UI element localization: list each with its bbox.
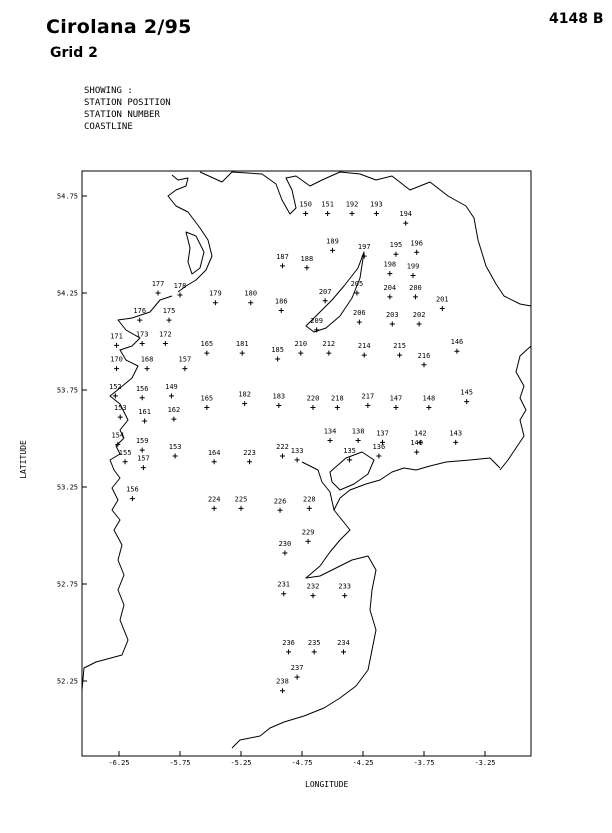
station-229 <box>302 528 315 544</box>
station-number-label: 195 <box>389 241 403 250</box>
station-position-marker <box>167 318 172 323</box>
station-230 <box>279 540 292 556</box>
station-number-label: 236 <box>282 638 295 647</box>
station-198 <box>384 261 397 277</box>
station-140 <box>410 439 423 455</box>
station-173 <box>136 330 149 346</box>
station-number-label: 152 <box>109 382 122 391</box>
station-position-marker <box>374 211 379 216</box>
station-number-label: 142 <box>414 429 427 438</box>
station-position-marker <box>286 649 291 654</box>
station-position-marker <box>390 322 395 327</box>
x-tick-label: -6.25 <box>108 759 130 767</box>
station-157 <box>137 455 150 471</box>
station-position-marker <box>173 453 178 458</box>
station-number-label: 149 <box>165 382 178 391</box>
station-number-label: 157 <box>178 355 192 364</box>
station-number-label: 204 <box>383 283 397 292</box>
station-235 <box>308 639 321 655</box>
y-tick-label: 53.25 <box>56 483 78 492</box>
y-tick-label: 53.75 <box>56 386 78 395</box>
station-number-label: 183 <box>272 392 286 401</box>
station-position-marker <box>422 362 427 367</box>
station-number-label: 176 <box>133 307 147 316</box>
station-position-marker <box>247 459 252 464</box>
x-axis-title: LONGITUDE <box>305 780 349 789</box>
x-tick-label: -5.25 <box>230 759 252 767</box>
station-number-label: 168 <box>140 355 154 364</box>
station-position-marker <box>403 221 408 226</box>
station-number-label: 189 <box>326 237 339 246</box>
station-187 <box>276 253 289 269</box>
station-position-marker <box>171 417 176 422</box>
legend-item: STATION NUMBER <box>84 110 160 120</box>
station-155 <box>119 449 132 465</box>
station-position-marker <box>114 343 119 348</box>
station-position-marker <box>142 419 147 424</box>
station-position-marker <box>414 250 419 255</box>
station-position-marker <box>113 393 118 398</box>
station-position-marker <box>298 351 303 356</box>
station-position-marker <box>275 356 280 361</box>
x-tick-label: -4.25 <box>352 759 374 767</box>
station-226 <box>274 497 287 513</box>
station-150 <box>299 200 312 216</box>
station-position-marker <box>140 448 145 453</box>
station-156 <box>136 385 149 401</box>
station-134 <box>324 427 337 443</box>
station-135 <box>343 447 356 463</box>
station-number-label: 234 <box>337 638 350 647</box>
station-152 <box>109 383 122 399</box>
station-number-label: 136 <box>372 442 386 451</box>
station-position-marker <box>323 298 328 303</box>
y-tick-label: 52.25 <box>56 677 78 686</box>
station-number-label: 229 <box>301 528 315 537</box>
station-number-label: 202 <box>412 311 426 320</box>
station-position-marker <box>464 399 469 404</box>
station-number-label: 165 <box>200 394 214 403</box>
station-number-label: 216 <box>417 351 431 360</box>
station-165 <box>201 340 214 356</box>
station-position-marker <box>282 550 287 555</box>
station-194 <box>399 210 412 226</box>
station-238 <box>276 678 289 694</box>
station-position-marker <box>137 318 142 323</box>
station-number-label: 215 <box>393 342 406 351</box>
station-168 <box>141 356 154 372</box>
station-225 <box>235 495 248 511</box>
station-number-label: 203 <box>385 311 399 320</box>
station-number-label: 192 <box>345 200 359 209</box>
station-position-marker <box>413 294 418 299</box>
station-position-marker <box>417 322 422 327</box>
station-position-marker <box>330 248 335 253</box>
station-position-marker <box>140 395 145 400</box>
station-position-marker <box>356 438 361 443</box>
station-number-label: 187 <box>276 252 289 261</box>
station-number-label: 164 <box>207 448 221 457</box>
station-154 <box>111 431 124 447</box>
station-position-marker <box>440 306 445 311</box>
station-number-label: 159 <box>135 437 149 446</box>
station-position-marker <box>123 459 128 464</box>
station-176 <box>133 307 146 323</box>
station-number-label: 156 <box>126 485 139 494</box>
station-218 <box>331 394 344 410</box>
station-183 <box>272 393 285 409</box>
station-number-label: 210 <box>294 340 308 349</box>
station-number-label: 238 <box>276 677 289 686</box>
stations <box>109 200 473 693</box>
station-193 <box>370 200 383 216</box>
station-number-label: 151 <box>321 200 334 209</box>
station-position-marker <box>278 508 283 513</box>
station-number-label: 178 <box>173 281 187 290</box>
station-number-label: 225 <box>234 495 248 504</box>
station-number-label: 150 <box>299 200 312 209</box>
document-code: 4148 B <box>549 11 604 27</box>
station-133 <box>291 447 304 463</box>
station-position-marker <box>242 401 247 406</box>
station-position-marker <box>393 405 398 410</box>
station-224 <box>208 495 221 511</box>
station-number-label: 196 <box>410 239 424 248</box>
station-171 <box>110 332 123 348</box>
station-234 <box>337 639 350 655</box>
station-153 <box>169 443 182 459</box>
station-212 <box>323 340 336 356</box>
station-number-label: 235 <box>307 638 321 647</box>
station-position-marker <box>204 405 209 410</box>
station-146 <box>451 338 464 354</box>
station-151 <box>321 200 334 216</box>
map-title: Cirolana 2/95 <box>46 16 192 38</box>
station-position-marker <box>279 308 284 313</box>
station-number-label: 156 <box>135 384 149 393</box>
station-161 <box>138 408 151 424</box>
station-position-marker <box>156 291 161 296</box>
station-number-label: 207 <box>318 287 332 296</box>
station-145 <box>460 389 473 405</box>
station-number-label: 155 <box>118 448 132 457</box>
station-156 <box>126 486 139 502</box>
station-number-label: 145 <box>460 388 474 397</box>
station-number-label: 161 <box>138 408 151 417</box>
station-number-label: 209 <box>310 316 323 325</box>
station-220 <box>307 394 320 410</box>
station-203 <box>386 311 399 327</box>
station-number-label: 175 <box>162 307 176 316</box>
station-207 <box>319 288 332 304</box>
station-148 <box>423 394 436 410</box>
station-number-label: 134 <box>323 427 337 436</box>
station-233 <box>338 583 351 599</box>
station-position-marker <box>169 393 174 398</box>
station-number-label: 137 <box>376 429 389 438</box>
station-180 <box>244 290 257 306</box>
station-position-marker <box>280 688 285 693</box>
station-position-marker <box>204 351 209 356</box>
station-position-marker <box>306 539 311 544</box>
station-number-label: 230 <box>278 539 292 548</box>
station-position-marker <box>281 591 286 596</box>
station-number-label: 226 <box>273 497 287 506</box>
station-number-label: 222 <box>276 442 289 451</box>
station-number-label: 217 <box>361 392 375 401</box>
station-159 <box>136 437 149 453</box>
station-position-marker <box>350 211 355 216</box>
station-147 <box>390 394 403 410</box>
station-position-marker <box>387 271 392 276</box>
station-number-label: 133 <box>290 446 304 455</box>
station-number-label: 147 <box>389 394 403 403</box>
station-182 <box>238 391 251 407</box>
station-position-marker <box>303 211 308 216</box>
station-number-label: 201 <box>435 295 449 304</box>
station-170 <box>110 356 123 372</box>
station-position-marker <box>307 506 312 511</box>
station-number-label: 140 <box>410 439 424 448</box>
station-number-label: 186 <box>274 297 288 306</box>
station-position-marker <box>304 265 309 270</box>
station-position-marker <box>362 353 367 358</box>
station-214 <box>358 342 371 358</box>
station-210 <box>294 340 307 356</box>
station-position-marker <box>376 453 381 458</box>
station-237 <box>291 664 304 680</box>
station-position-marker <box>276 403 281 408</box>
legend-item: COASTLINE <box>84 122 133 132</box>
station-162 <box>168 406 181 422</box>
station-position-marker <box>248 300 253 305</box>
coastline-wales-west <box>232 510 376 748</box>
y-tick-label: 52.75 <box>56 580 78 589</box>
station-177 <box>152 280 165 296</box>
x-tick-label: -4.75 <box>291 759 313 767</box>
station-172 <box>159 330 172 346</box>
station-199 <box>407 263 420 279</box>
station-position-marker <box>362 254 367 259</box>
station-number-label: 171 <box>110 332 123 341</box>
station-236 <box>282 639 295 655</box>
station-position-marker <box>295 457 300 462</box>
station-178 <box>174 282 187 298</box>
station-position-marker <box>453 440 458 445</box>
station-position-marker <box>310 593 315 598</box>
station-136 <box>373 443 386 459</box>
station-position-marker <box>387 294 392 299</box>
station-179 <box>209 290 222 306</box>
station-position-marker <box>182 366 187 371</box>
station-186 <box>275 297 288 313</box>
station-position-marker <box>426 405 431 410</box>
station-189 <box>326 237 339 253</box>
station-position-marker <box>347 457 352 462</box>
station-number-label: 153 <box>113 404 127 413</box>
station-number-label: 180 <box>244 289 258 298</box>
station-position-marker <box>163 341 168 346</box>
x-tick-label: -3.25 <box>474 759 496 767</box>
station-175 <box>163 307 176 323</box>
station-181 <box>236 340 249 356</box>
station-number-label: 237 <box>290 664 304 673</box>
station-number-label: 165 <box>200 340 214 349</box>
station-position-marker <box>335 405 340 410</box>
station-number-label: 173 <box>135 330 149 339</box>
station-number-label: 143 <box>449 429 463 438</box>
station-number-label: 146 <box>450 338 464 347</box>
station-192 <box>346 200 359 216</box>
station-202 <box>413 311 426 327</box>
station-215 <box>393 342 406 358</box>
station-position-marker <box>239 506 244 511</box>
station-number-label: 205 <box>350 280 364 288</box>
station-number-label: 177 <box>151 280 165 288</box>
legend-item: STATION POSITION <box>84 98 171 108</box>
station-position-marker <box>357 320 362 325</box>
station-number-label: 231 <box>277 580 291 589</box>
station-number-label: 153 <box>168 442 182 451</box>
station-position-marker <box>240 351 245 356</box>
coastline-scotland-loop <box>186 232 204 274</box>
station-number-label: 170 <box>110 355 123 364</box>
station-number-label: 228 <box>302 495 316 504</box>
station-position-marker <box>326 351 331 356</box>
station-position-marker <box>145 366 150 371</box>
station-205 <box>351 280 364 296</box>
station-number-label: 138 <box>351 427 365 436</box>
station-231 <box>277 581 290 597</box>
station-number-label: 182 <box>238 390 251 399</box>
station-position-marker <box>178 292 183 297</box>
station-position-marker <box>295 675 300 680</box>
station-number-label: 200 <box>409 283 422 292</box>
station-216 <box>418 352 431 368</box>
station-138 <box>352 427 365 443</box>
coastline-england-nw <box>500 346 531 470</box>
station-position-marker <box>414 450 419 455</box>
coastline-anglesey-island <box>330 452 374 490</box>
station-201 <box>436 296 449 312</box>
station-number-label: 181 <box>235 340 249 349</box>
station-185 <box>271 346 284 362</box>
station-188 <box>301 255 314 271</box>
station-number-label: 198 <box>383 260 397 269</box>
station-position-marker <box>212 506 217 511</box>
station-number-label: 193 <box>370 200 383 209</box>
station-position-marker <box>325 211 330 216</box>
station-number-label: 148 <box>422 394 436 403</box>
station-number-label: 223 <box>243 448 256 457</box>
y-tick-label: 54.75 <box>56 192 78 201</box>
station-position-marker <box>140 341 145 346</box>
coastline-scotland-south <box>200 172 531 306</box>
station-position-marker <box>114 366 119 371</box>
station-number-label: 185 <box>271 345 284 354</box>
station-157 <box>179 356 192 372</box>
station-number-label: 206 <box>353 309 366 318</box>
station-number-label: 212 <box>322 340 336 349</box>
station-153 <box>114 404 127 420</box>
station-position-marker <box>130 496 135 501</box>
station-position-marker <box>341 649 346 654</box>
station-position-marker <box>310 405 315 410</box>
station-number-label: 188 <box>300 254 314 263</box>
y-axis-title: LATITUDE <box>18 440 28 479</box>
station-number-label: 220 <box>306 394 320 403</box>
station-number-label: 224 <box>207 495 221 504</box>
station-143 <box>449 429 462 445</box>
station-217 <box>362 393 375 409</box>
station-number-label: 232 <box>306 582 320 591</box>
station-number-label: 179 <box>209 289 222 298</box>
station-195 <box>390 241 403 257</box>
station-206 <box>353 309 366 325</box>
station-position-marker <box>454 349 459 354</box>
station-228 <box>303 495 316 511</box>
station-number-label: 214 <box>357 342 371 351</box>
coastline-anglesey <box>302 458 500 510</box>
x-tick-label: -3.75 <box>413 759 435 767</box>
station-222 <box>276 443 289 459</box>
station-position-marker <box>280 453 285 458</box>
legend-heading: SHOWING : <box>84 86 133 96</box>
station-232 <box>307 583 320 599</box>
station-position-marker <box>213 300 218 305</box>
station-number-label: 157 <box>137 454 150 463</box>
station-number-label: 172 <box>159 330 172 339</box>
x-tick-label: -5.75 <box>169 759 191 767</box>
station-position-marker <box>312 649 317 654</box>
station-position-marker <box>280 263 285 268</box>
station-165 <box>201 394 214 410</box>
station-number-label: 233 <box>338 582 352 591</box>
station-196 <box>410 239 423 255</box>
station-200 <box>409 284 422 300</box>
station-number-label: 135 <box>343 446 356 455</box>
station-204 <box>384 284 397 300</box>
station-position-marker <box>365 403 370 408</box>
y-tick-label: 54.25 <box>56 289 78 298</box>
station-number-label: 154 <box>111 431 125 440</box>
station-197 <box>358 243 371 259</box>
station-position-marker <box>342 593 347 598</box>
station-position-marker <box>328 438 333 443</box>
station-number-label: 197 <box>357 243 371 252</box>
station-position-marker <box>212 459 217 464</box>
map-subtitle: Grid 2 <box>50 45 98 61</box>
station-164 <box>208 449 221 465</box>
station-223 <box>243 449 256 465</box>
station-position-marker <box>118 415 123 420</box>
station-149 <box>165 383 178 399</box>
station-position-marker <box>393 252 398 257</box>
station-number-label: 162 <box>167 406 181 415</box>
station-position-marker <box>411 273 416 278</box>
station-position-marker <box>397 353 402 358</box>
station-number-label: 194 <box>399 210 413 219</box>
station-position-marker <box>141 465 146 470</box>
station-number-label: 218 <box>331 394 344 403</box>
station-number-label: 199 <box>406 262 420 271</box>
